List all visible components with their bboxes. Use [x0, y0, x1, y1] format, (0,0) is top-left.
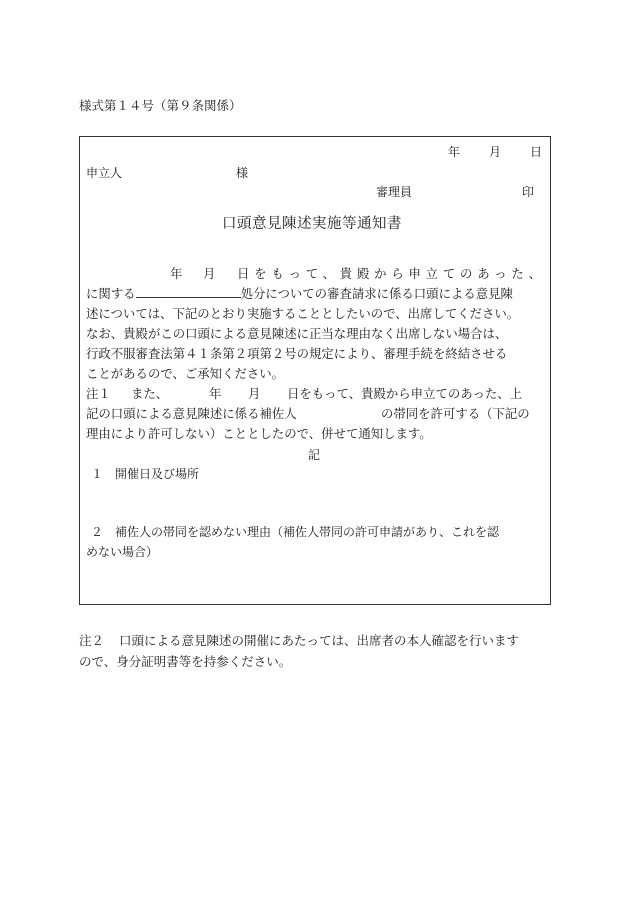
date-year: 年 [448, 145, 461, 159]
date-day: 日 [530, 145, 543, 159]
body-line1-rest: 日をもって、貴殿から申立てのあった、 [237, 266, 541, 281]
note1-year: 年 [209, 386, 222, 401]
body-line3: 述については、下記のとおり実施することとしたいので、出席してください。 [86, 306, 520, 321]
item1-number: １ [91, 467, 104, 481]
subject-blank [136, 285, 241, 298]
ki-marker: 記 [308, 448, 321, 462]
examiner-label: 審理員 [376, 185, 413, 199]
note1-month: 月 [248, 386, 261, 401]
form-number: 様式第１４号（第９条関係） [79, 98, 242, 113]
note1-line2-b: の帯同を許可する（下記の [381, 406, 530, 421]
item2-text: 補佐人の帯同を認めない理由（補佐人帯同の許可申請があり、これを認 [115, 525, 500, 539]
body-line2-prefix: に関する [86, 286, 136, 301]
item2-number: ２ [91, 525, 104, 539]
document-title: 口頭意見陳述実施等通知書 [222, 216, 402, 232]
note1-label: 注１ [86, 386, 111, 401]
item2-text-cont: めない場合） [86, 545, 159, 559]
applicant-label: 申立人 [86, 166, 123, 180]
body-year: 年 [170, 266, 183, 281]
note1-part2: 日をもって、貴殿から申立てのあった、上 [287, 386, 523, 401]
examiner-seal: 印 [522, 185, 535, 199]
body-line2-suffix: 処分についての審査請求に係る口頭による意見陳 [240, 286, 513, 301]
body-line5: 行政不服審査法第４１条第２項第２号の規定により、審理手続を終結させる [86, 346, 508, 361]
date-month: 月 [489, 145, 502, 159]
note2-label: 注２ [79, 633, 105, 648]
note2-line1: 口頭による意見陳述の開催にあたっては、出席者の本人確認を行います [119, 633, 520, 648]
note2-line2: ので、身分証明書等を持参ください。 [79, 654, 292, 669]
note1-line3: 理由により許可しない）こととしたので、併せて通知します。 [86, 426, 432, 441]
body-month: 月 [203, 266, 216, 281]
applicant-honorific: 様 [236, 166, 249, 180]
note1-line2-a: 記の口頭による意見陳述に係る補佐人 [86, 406, 297, 421]
note1-part1: また、 [131, 386, 169, 401]
body-line4: なお、貴殿がこの口頭による意見陳述に正当な理由なく出席しない場合は、 [86, 326, 508, 341]
body-line6: ことがあるので、ご承知ください。 [86, 366, 285, 381]
item1-text: 開催日及び場所 [115, 467, 200, 481]
body-line2 [86, 284, 513, 302]
